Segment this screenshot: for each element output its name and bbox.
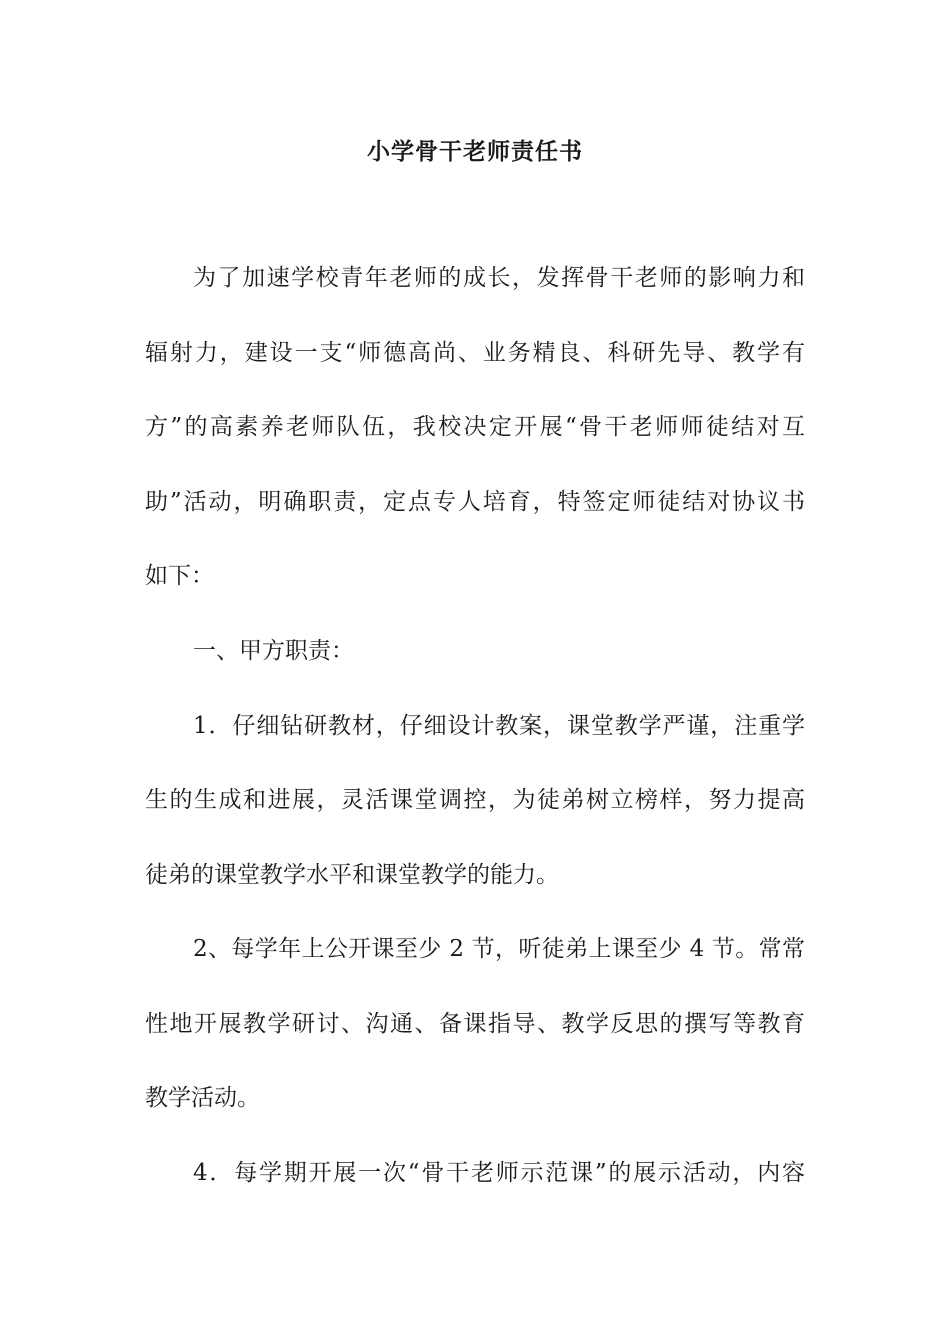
paragraph-line: 4．每学期开展一次“骨干老师示范课”的展示活动，内容	[193, 1160, 805, 1186]
paragraph-line: 性地开展教学研讨、沟通、备课指导、教学反思的撰写等教育	[145, 1011, 805, 1037]
paragraph-line: 徒弟的课堂教学水平和课堂教学的能力。	[145, 862, 559, 888]
paragraph-line: 助”活动，明确职责，定点专人培育，特签定师徒结对协议书	[145, 489, 805, 515]
paragraph-line: 辐射力，建设一支“师德高尚、业务精良、科研先导、教学有	[145, 340, 805, 366]
paragraph-line: 2、每学年上公开课至少 2 节，听徒弟上课至少 4 节。常常	[193, 936, 805, 962]
document-title: 小学骨干老师责任书	[367, 138, 583, 165]
paragraph-line: 为了加速学校青年老师的成长，发挥骨干老师的影响力和	[193, 265, 805, 291]
paragraph-line: 方”的高素养老师队伍，我校决定开展“骨干老师师徒结对互	[145, 414, 805, 440]
section-heading: 一、甲方职责：	[193, 638, 354, 664]
paragraph-line: 1．仔细钻研教材，仔细设计教案，课堂教学严谨，注重学	[193, 713, 805, 739]
paragraph-line: 生的生成和进展，灵活课堂调控，为徒弟树立榜样，努力提高	[145, 787, 805, 813]
paragraph-line: 教学活动。	[145, 1085, 260, 1111]
paragraph-line: 如下：	[145, 563, 214, 589]
